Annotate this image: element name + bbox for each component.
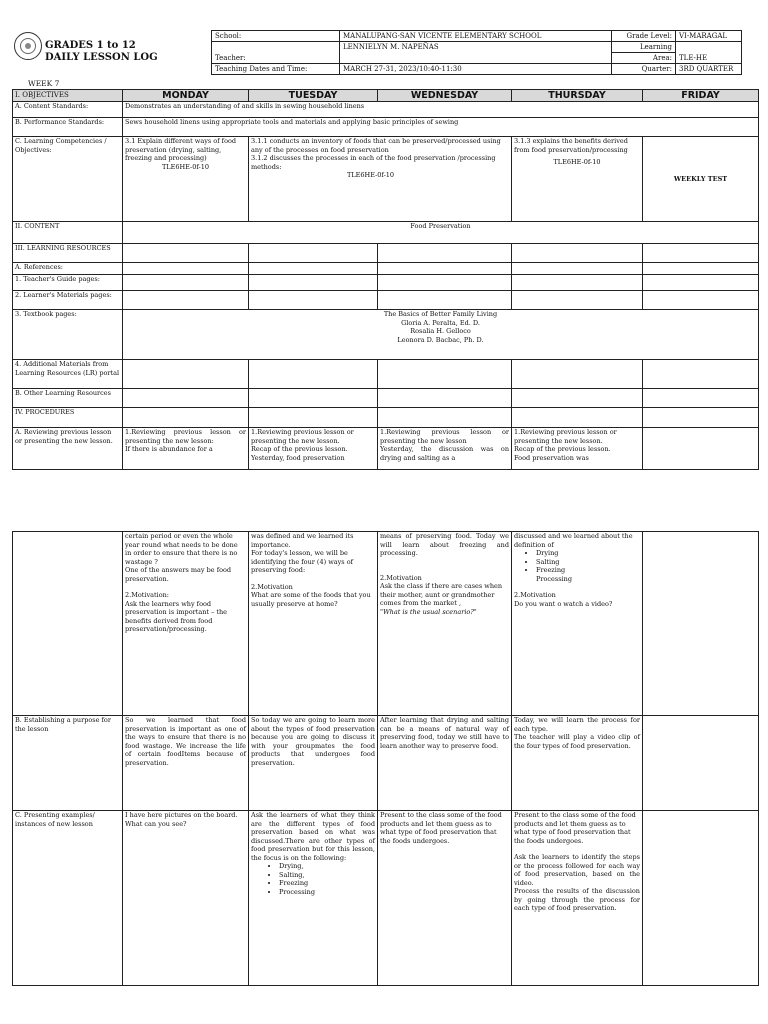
cont-tuesday-1: was defined and we learned its importance. bbox=[251, 532, 354, 549]
review-thursday bbox=[512, 428, 643, 470]
textbook-label: 3. Textbook pages: bbox=[13, 310, 123, 360]
textbook-author-1: Gloria A. Peralta, Ed. D. bbox=[401, 318, 480, 327]
preservation-list-tuesday bbox=[251, 862, 375, 896]
list-item: • Drying bbox=[536, 549, 640, 558]
dates-label: Teaching Dates and Time: bbox=[212, 64, 340, 75]
review-thursday-3: Food preservation was bbox=[514, 453, 589, 462]
cont-monday-4: Ask the learners why food preservation is important – the benefits derived from food preservation/processing. bbox=[125, 599, 228, 633]
list-item: • Processing bbox=[279, 888, 375, 897]
content-standards: Demonstrates an understanding of and skills in sewing household linens bbox=[123, 102, 759, 118]
cont-wednesday-2: 2.Motivation bbox=[380, 573, 422, 582]
list-item: • Freezing bbox=[279, 879, 375, 888]
presenting-thursday-3: Process the results of the discussion by going through the process for each type of food preservation. bbox=[514, 887, 640, 912]
textbook-title: The Basics of Better Family Living bbox=[383, 310, 498, 318]
presenting-tuesday bbox=[249, 811, 378, 986]
presenting-thursday bbox=[512, 811, 643, 986]
dates-value: MARCH 27-31, 2023/10:40-11:30 bbox=[340, 64, 612, 75]
school-label: School: bbox=[212, 31, 340, 42]
textbook-author-2: Rosalia H. Gelloco bbox=[410, 327, 471, 335]
performance-label: B. Performance Standards: bbox=[13, 118, 123, 137]
cont-monday-1: certain period or even the whole year round what needs to be done in order to ensure that there is no wastage ? bbox=[125, 532, 238, 566]
references-label: A. References: bbox=[13, 263, 123, 275]
list-item: • Salting, bbox=[279, 871, 375, 880]
competency-thursday-text: 3.1.3 explains the benefits derived from food preservation/processing bbox=[514, 137, 628, 154]
cont-thursday-3: Do you want o watch a video? bbox=[514, 599, 613, 608]
cont-tuesday-3: 2.Motivation bbox=[251, 582, 293, 591]
purpose-thursday bbox=[512, 716, 643, 811]
presenting-tuesday-1: Ask the learners of what they think are the different types of food preservation based on what was discussed.There are other types of food preservation but for this lesson, the focus is on the following: bbox=[251, 811, 375, 862]
teacher-label: Teacher: bbox=[212, 42, 340, 64]
presenting-monday: I have here pictures on the board. What can you see? bbox=[123, 811, 249, 986]
continuation-tuesday bbox=[249, 532, 378, 716]
content-standards-label: A. Content Standards: bbox=[13, 102, 123, 118]
learners-materials-label: 2. Learner's Materials pages: bbox=[13, 291, 123, 310]
review-tuesday-1: 1.Reviewing previous lesson or presenting the new lesson. bbox=[251, 428, 354, 445]
competency-tuesday-text-2: 3.1.2 discusses the processes in each of the food preservation /processing methods: bbox=[251, 154, 496, 171]
title-grades: GRADES 1 to 12 bbox=[45, 40, 136, 51]
textbook-author-3: Leonora D. Bacbac, Ph. D. bbox=[397, 335, 484, 344]
presenting-wednesday: Present to the class some of the food products and let them guess as to what type of food preservation that the foods undergoes. bbox=[378, 811, 512, 986]
presenting-thursday-2: Ask the learners to identify the steps or the process followed for each way of food preservation, based on the video. bbox=[514, 853, 640, 887]
additional-materials-label: 4. Additional Materials from Learning Resources (LR) portal bbox=[13, 360, 123, 389]
review-wednesday bbox=[378, 428, 512, 470]
review-tuesday bbox=[249, 428, 378, 470]
presenting-thursday-1: Present to the class some of the food products and let them guess as to what type of food preservation that the foods undergoes. bbox=[514, 811, 636, 845]
grade-value: VI-MARAGAL bbox=[676, 31, 742, 42]
review-thursday-2: Recap of the previous lesson. bbox=[514, 445, 611, 453]
procedures-label: IV. PROCEDURES bbox=[13, 408, 123, 428]
cont-tuesday-4: What are some of the foods that you usually preserve at home? bbox=[251, 591, 371, 608]
title-dll: DAILY LESSON LOG bbox=[45, 52, 158, 63]
purpose-monday: So we learned that food preservation is important as one of the ways to ensure that there is no food wastage. We increase the life of certain foodItems because of preservation. bbox=[123, 716, 249, 811]
other-resources-label: B. Other Learning Resources bbox=[13, 389, 123, 408]
purpose-tuesday: So today we are going to learn more about the types of food preservation because you are going to discuss it with your groupmates the food products that undergoes food preservation. bbox=[249, 716, 378, 811]
list-item: • Drying, bbox=[279, 862, 375, 871]
review-tuesday-2: Recap of the previous lesson. bbox=[251, 445, 348, 453]
content-topic: Food Preservation bbox=[123, 222, 759, 244]
purpose-thursday-2: The teacher will play a video clip of the four types of food preservation. bbox=[514, 733, 640, 750]
cont-wednesday-3: Ask the class if there are cases when their mother, aunt or grandmother comes from the market , bbox=[380, 582, 503, 607]
objectives-heading: I. OBJECTIVES bbox=[13, 90, 123, 102]
cont-thursday-1: discussed and we learned about the definition of bbox=[514, 532, 633, 549]
day-friday: FRIDAY bbox=[643, 90, 759, 102]
resources-label: III. LEARNING RESOURCES bbox=[13, 244, 123, 263]
competency-tue-wed bbox=[249, 137, 512, 222]
area-value: TLE-HE bbox=[676, 42, 742, 64]
cont-monday-3: 2.Motivation: bbox=[125, 591, 169, 599]
list-item: Processing bbox=[536, 574, 572, 583]
lesson-table-part2 bbox=[12, 531, 759, 986]
cont-thursday-2: 2.Motivation bbox=[514, 591, 556, 599]
review-monday bbox=[123, 428, 249, 470]
competency-tuesday-text-1: 3.1.1 conducts an inventory of foods that can be preserved/processed using any of the processes on food preservation bbox=[251, 137, 501, 154]
list-item: • Salting bbox=[536, 558, 640, 567]
lesson-table-part1 bbox=[12, 89, 759, 470]
continuation-monday bbox=[123, 532, 249, 716]
competencies-label: C. Learning Competencies / Objectives: bbox=[13, 137, 123, 222]
competency-monday-text: 3.1 Explain different ways of food preservation (drying, salting, freezing and processing) bbox=[125, 137, 237, 162]
quarter-value: 3RD QUARTER bbox=[676, 64, 742, 75]
info-table bbox=[211, 30, 742, 75]
teachers-guide-label: 1. Teacher's Guide pages: bbox=[13, 275, 123, 291]
school-value: MANALUPANG-SAN VICENTE ELEMENTARY SCHOOL bbox=[340, 31, 612, 42]
cont-monday-2: One of the answers may be food preservation. bbox=[125, 566, 232, 583]
competency-tuesday-code: TLE6HE-0f-10 bbox=[347, 171, 395, 179]
grade-label: Grade Level: bbox=[612, 31, 676, 42]
purpose-thursday-1: Today, we will learn the process for each type. bbox=[514, 716, 640, 733]
reviewing-label: A. Reviewing previous lesson or presenting the new lesson. bbox=[13, 428, 123, 470]
day-tuesday: TUESDAY bbox=[249, 90, 378, 102]
quarter-label: Quarter: bbox=[612, 64, 676, 75]
review-wednesday-2: Yesterday, the discussion was on drying and salting as a bbox=[380, 445, 509, 462]
area-label-1: Learning bbox=[612, 42, 676, 53]
review-monday-2: If there is abundance for a bbox=[125, 445, 213, 453]
presenting-label: C. Presenting examples/ instances of new lesson bbox=[13, 811, 123, 986]
cont-wednesday-4: "What is the usual scenario?" bbox=[380, 607, 477, 616]
day-wednesday: WEDNESDAY bbox=[378, 90, 512, 102]
purpose-wednesday: After learning that drying and salting can be a means of natural way of preserving food, today we still have to learn another way to preserve food. bbox=[378, 716, 512, 811]
competency-monday-code: TLE6HE-0f-10 bbox=[161, 162, 210, 171]
review-wednesday-1: 1.Reviewing previous lesson or presenting the new lesson bbox=[380, 428, 509, 445]
purpose-label: B. Establishing a purpose for the lesson bbox=[13, 716, 123, 811]
continuation-thursday bbox=[512, 532, 643, 716]
week-label: WEEK 7 bbox=[28, 79, 60, 88]
cont-tuesday-2: For today's lesson, we will be identifying the four (4) ways of preserving food: bbox=[251, 549, 354, 574]
weekly-test: WEEKLY TEST bbox=[643, 137, 759, 222]
cont-wednesday-1: means of preserving food. Today we will learn about freezing and processing. bbox=[380, 532, 509, 557]
day-thursday: THURSDAY bbox=[512, 90, 643, 102]
preservation-list-thursday bbox=[514, 549, 640, 583]
deped-seal-icon bbox=[14, 32, 42, 60]
review-thursday-1: 1.Reviewing previous lesson or presenting the new lesson. bbox=[514, 428, 617, 445]
performance-standards: Sews household linens using appropriate tools and materials and applying basic principles of sewing bbox=[123, 118, 759, 137]
area-label-2: Area: bbox=[612, 53, 676, 64]
day-monday: MONDAY bbox=[123, 90, 249, 102]
competency-monday bbox=[123, 137, 249, 222]
review-tuesday-3: Yesterday, food preservation bbox=[251, 453, 345, 462]
competency-thursday-code: TLE6HE-0f-10 bbox=[553, 158, 601, 166]
textbook-reference bbox=[123, 310, 759, 360]
competency-thursday bbox=[512, 137, 643, 222]
content-label: II. CONTENT bbox=[13, 222, 123, 244]
list-item: • Freezing bbox=[536, 566, 640, 575]
review-monday-1: 1.Reviewing previous lesson or presenting the new lesson: bbox=[125, 428, 246, 445]
continuation-wednesday bbox=[378, 532, 512, 716]
teacher-value: LENNIELYN M. NAPEÑAS bbox=[340, 42, 612, 64]
